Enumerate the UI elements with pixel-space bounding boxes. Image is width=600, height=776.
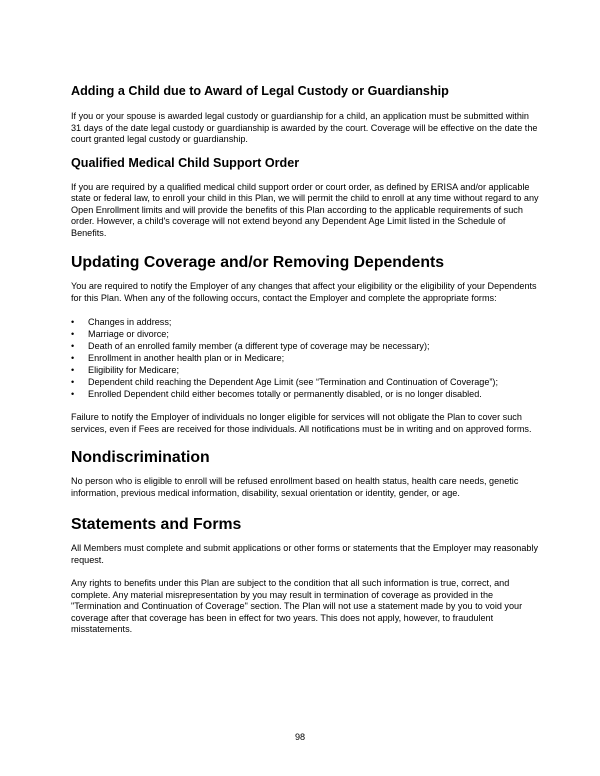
list-item: • Enrolled Dependent child either becomes totally or permanently disabled, or is no longer disabled.: [71, 388, 541, 400]
page-number: 98: [294, 732, 306, 742]
statements-paragraph-1: All Members must complete and submit applications or other forms or statements that the Employer may reasonably request.: [71, 543, 539, 565]
nondiscrimination-paragraph: No person who is eligible to enroll will be refused enrollment based on health status, health care needs, genetic information, previous medical information, disability, sexual orientation or identity, gender, or age.: [71, 476, 519, 498]
nondiscrimination-heading: Nondiscrimination: [71, 449, 210, 466]
qmcso-paragraph: If you are required by a qualified medical child support order or court order, as defined by ERISA and/or applicable state or federal law, to enroll your child in this Plan, we will permit the child to enroll at any time without regard to any Open Enrollment limits and will provide the benefits of this Plan according to the applicable requirements of such order. However, a child's coverage will not extend beyond any Dependent Age Limit listed in the Schedule of Benefits.: [71, 181, 539, 238]
statements-heading: Statements and Forms: [71, 516, 242, 533]
updating-paragraph-1: You are required to notify the Employer of any changes that affect your eligibility or the eligibility of your Dependents for this Plan. When any of the following occurs, contact the Employer and complete the appropriate forms:: [71, 281, 537, 303]
custody-heading: Adding a Child due to Award of Legal Custody or Guardianship: [71, 84, 449, 98]
statements-paragraph-2: Any rights to benefits under this Plan are subject to the condition that all such information is true, correct, and complete. Any material misrepresentation by you may result in termination of coverage as provided in the "Termination and Continuation of Coverage" section. The Plan will not use a statement made by you to void your coverage after that coverage has been in effect for two years. This does not apply, however, to fraudulent misstatements.: [71, 578, 523, 634]
qmcso-heading: Qualified Medical Child Support Order: [71, 155, 300, 170]
page-content: [71, 84, 541, 636]
change-events-list: [71, 316, 541, 400]
list-item: • Eligibility for Medicare;: [71, 364, 541, 376]
updating-heading: Updating Coverage and/or Removing Dependents: [71, 254, 445, 271]
list-item: • Changes in address;: [71, 316, 541, 328]
updating-paragraph-2: Failure to notify the Employer of individuals no longer eligible for services will not obligate the Plan to cover such services, even if Fees are received for those individuals. All notifications must be in writing and on approved forms.: [71, 412, 532, 434]
list-item: • Enrollment in another health plan or in Medicare;: [71, 352, 541, 364]
custody-paragraph: If you or your spouse is awarded legal custody or guardianship for a child, an application must be submitted within 31 days of the date legal custody or guardianship is awarded by the court. Coverage will be effective on the date the court granted legal custody or guardianship.: [71, 111, 538, 144]
list-item: • Dependent child reaching the Dependent Age Limit (see “Termination and Continuation of Coverage”);: [71, 376, 541, 388]
list-item: • Marriage or divorce;: [71, 328, 541, 340]
list-item: • Death of an enrolled family member (a different type of coverage may be necessary);: [71, 340, 541, 352]
